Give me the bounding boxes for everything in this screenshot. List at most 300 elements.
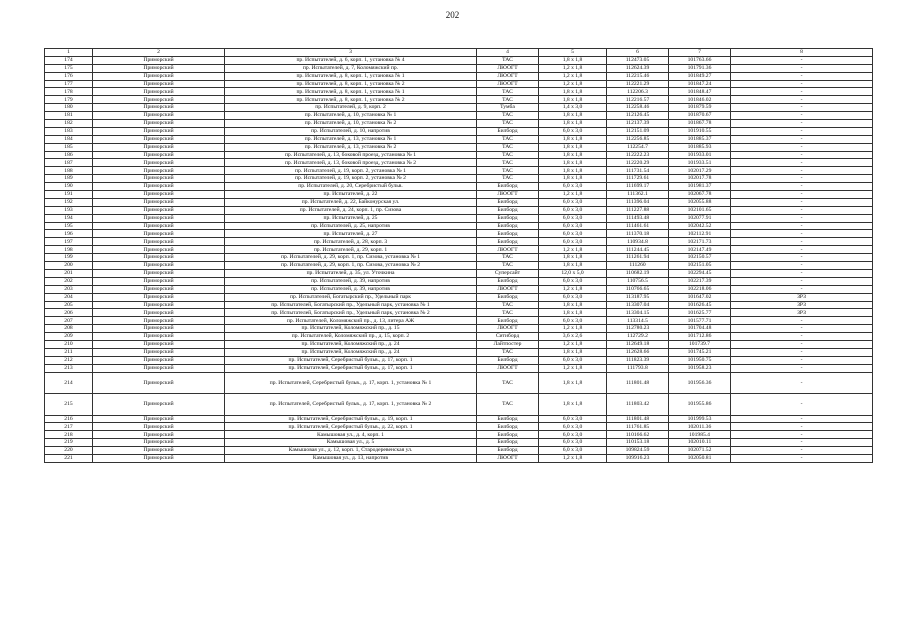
row-number-cell: 175 (45, 64, 93, 72)
coordinate-y-cell: 101626.45 (669, 301, 731, 309)
row-number-cell: 195 (45, 222, 93, 230)
address-cell: пр. Испытателей, д. 9, корп. 2 (225, 104, 477, 112)
zone-note-cell: - (731, 340, 873, 348)
size-cell: 1,8 x 1,8 (539, 301, 607, 309)
row-number-cell: 179 (45, 96, 93, 104)
district-cell: Приморский (93, 285, 225, 293)
coordinate-x-cell: 112649.18 (607, 340, 669, 348)
table-row (45, 198, 873, 206)
coordinate-y-cell: 102150.57 (669, 254, 731, 262)
zone-note-cell: - (731, 447, 873, 455)
table-row (45, 277, 873, 285)
zone-note-cell: - (731, 364, 873, 372)
size-cell: 12,0 x 5,0 (539, 269, 607, 277)
coordinate-x-cell: 112258.46 (607, 104, 669, 112)
coordinate-x-cell: 109916.23 (607, 454, 669, 462)
zone-note-cell: - (731, 127, 873, 135)
coordinate-x-cell: 111729.61 (607, 175, 669, 183)
size-cell: 1,8 x 1,8 (539, 112, 607, 120)
size-cell: 1,2 x 1,8 (539, 285, 607, 293)
construction-type-cell: ТАС (477, 151, 539, 159)
table-row (45, 447, 873, 455)
table-row (45, 88, 873, 96)
size-cell: 1,2 x 1,8 (539, 191, 607, 199)
address-cell: пр. Испытателей, д. 28, корп. 3 (225, 238, 477, 246)
zone-note-cell: - (731, 104, 873, 112)
address-cell: пр. Испытателей, д. 20, Серебристый бульв. (225, 183, 477, 191)
row-number-cell: 202 (45, 277, 93, 285)
zone-note-cell: - (731, 88, 873, 96)
table-row (45, 72, 873, 80)
district-cell: Приморский (93, 72, 225, 80)
coordinate-y-cell: 101879.59 (669, 104, 731, 112)
table-row (45, 183, 873, 191)
row-number-cell: 190 (45, 183, 93, 191)
row-number-cell: 206 (45, 309, 93, 317)
district-cell: Приморский (93, 222, 225, 230)
size-cell: 1,8 x 1,8 (539, 394, 607, 416)
size-cell: 1,8 x 1,8 (539, 88, 607, 96)
table-row (45, 333, 873, 341)
size-cell: 1,8 x 1,8 (539, 254, 607, 262)
district-cell: Приморский (93, 301, 225, 309)
coordinate-y-cell: 101933.01 (669, 151, 731, 159)
coordinate-x-cell: 112222.23 (607, 151, 669, 159)
row-number-cell: 210 (45, 340, 93, 348)
construction-type-cell: ТАС (477, 120, 539, 128)
table-row (45, 340, 873, 348)
row-number-cell: 219 (45, 439, 93, 447)
row-number-cell: 185 (45, 143, 93, 151)
coordinate-y-cell: 101846.02 (669, 96, 731, 104)
construction-type-cell: Билборд (477, 214, 539, 222)
construction-type-cell: Билборд (477, 447, 539, 455)
table-row (45, 454, 873, 462)
row-number-cell: 181 (45, 112, 93, 120)
zone-note-cell: - (731, 206, 873, 214)
district-cell: Приморский (93, 439, 225, 447)
coordinate-x-cell: 112137.39 (607, 120, 669, 128)
zone-note-cell: - (731, 431, 873, 439)
table-row (45, 269, 873, 277)
coordinate-x-cell: 110682.19 (607, 269, 669, 277)
coordinate-y-cell: 101739.7 (669, 340, 731, 348)
construction-type-cell: ТАС (477, 88, 539, 96)
address-cell: пр. Испытателей, д. 10, напротив (225, 127, 477, 135)
address-cell: пр. Испытателей, д. 25, напротив (225, 222, 477, 230)
col-header: 6 (607, 49, 669, 57)
coordinate-y-cell: 102071.52 (669, 447, 731, 455)
address-cell: пр. Испытателей, Богатырский пр., Удельный парк, установка № 1 (225, 301, 477, 309)
row-number-cell: 204 (45, 293, 93, 301)
address-cell: пр. Испытателей, Коломяжский пр., д. 24 (225, 340, 477, 348)
row-number-cell: 184 (45, 135, 93, 143)
coordinate-y-cell: 101985.4 (669, 431, 731, 439)
zone-note-cell: ЗРЗ (731, 301, 873, 309)
address-cell: пр. Испытателей, Серебристый бульв., д. 19, корп. 1 (225, 415, 477, 423)
col-header: 5 (539, 49, 607, 57)
construction-type-cell: ТАС (477, 254, 539, 262)
coordinate-x-cell: 111699.17 (607, 183, 669, 191)
coordinate-x-cell: 111803.42 (607, 394, 669, 416)
size-cell: 1,8 x 1,8 (539, 96, 607, 104)
construction-type-cell: Билборд (477, 238, 539, 246)
row-number-cell: 217 (45, 423, 93, 431)
size-cell: 1,2 x 1,8 (539, 364, 607, 372)
size-cell: 6,0 x 3,0 (539, 431, 607, 439)
coordinate-y-cell: 101910.55 (669, 127, 731, 135)
size-cell: 1,2 x 1,8 (539, 80, 607, 88)
zone-note-cell: - (731, 394, 873, 416)
table-row (45, 238, 873, 246)
size-cell: 6,0 x 3,0 (539, 238, 607, 246)
district-cell: Приморский (93, 80, 225, 88)
district-cell: Приморский (93, 56, 225, 64)
coordinate-x-cell: 113307.04 (607, 301, 669, 309)
table-row (45, 262, 873, 270)
size-cell: 1,8 x 1,8 (539, 167, 607, 175)
table-row (45, 394, 873, 416)
coordinate-y-cell: 102077.91 (669, 214, 731, 222)
coordinate-y-cell: 101647.02 (669, 293, 731, 301)
row-number-cell: 191 (45, 191, 93, 199)
district-cell: Приморский (93, 269, 225, 277)
table-row (45, 80, 873, 88)
address-cell: пр. Испытателей, д. 39, напротив (225, 277, 477, 285)
address-cell: пр. Испытателей, д. 19, корп. 2, установка № 2 (225, 175, 477, 183)
size-cell: 6,0 x 3,0 (539, 423, 607, 431)
row-number-cell: 180 (45, 104, 93, 112)
coordinate-y-cell: 101933.51 (669, 159, 731, 167)
table-row (45, 254, 873, 262)
address-cell: пр. Испытателей, д. 8, корп. 1, установка № 2 (225, 96, 477, 104)
zone-note-cell: - (731, 317, 873, 325)
district-cell: Приморский (93, 431, 225, 439)
zone-note-cell: - (731, 167, 873, 175)
district-cell: Приморский (93, 175, 225, 183)
coordinate-y-cell: 102067.78 (669, 191, 731, 199)
table-row (45, 285, 873, 293)
table-row (45, 135, 873, 143)
row-number-cell: 197 (45, 238, 93, 246)
construction-type-cell: ТАС (477, 96, 539, 104)
zone-note-cell: - (731, 230, 873, 238)
table-row (45, 191, 873, 199)
row-number-cell: 221 (45, 454, 93, 462)
zone-note-cell: - (731, 64, 873, 72)
table-row (45, 159, 873, 167)
coordinate-x-cell: 110756.5 (607, 277, 669, 285)
district-cell: Приморский (93, 348, 225, 356)
zone-note-cell: - (731, 151, 873, 159)
zone-note-cell: - (731, 96, 873, 104)
zone-note-cell: - (731, 80, 873, 88)
construction-type-cell: Билборд (477, 439, 539, 447)
coordinate-y-cell: 101849.27 (669, 72, 731, 80)
size-cell: 1,8 x 1,8 (539, 120, 607, 128)
row-number-cell: 196 (45, 230, 93, 238)
coordinate-x-cell: 112254.7 (607, 143, 669, 151)
construction-type-cell: ЛЮОГТ (477, 285, 539, 293)
zone-note-cell: - (731, 214, 873, 222)
zone-note-cell: - (731, 159, 873, 167)
page-number: 202 (445, 10, 460, 20)
row-number-cell: 187 (45, 159, 93, 167)
coordinate-y-cell: 101950.75 (669, 356, 731, 364)
coordinate-x-cell: 111244.45 (607, 246, 669, 254)
zone-note-cell: - (731, 112, 873, 120)
construction-type-cell: ТАС (477, 159, 539, 167)
table-row (45, 214, 873, 222)
zone-note-cell: - (731, 135, 873, 143)
address-cell: пр. Испытателей, д. 24, корп. 1, пр. Сизова (225, 206, 477, 214)
col-header: 7 (669, 49, 731, 57)
table-row (45, 356, 873, 364)
district-cell: Приморский (93, 277, 225, 285)
col-header: 8 (731, 49, 873, 57)
row-number-cell: 186 (45, 151, 93, 159)
row-number-cell: 194 (45, 214, 93, 222)
address-cell: Камышовая ул., д. 12, корп. 1, Стародеревенская ул. (225, 447, 477, 455)
col-header: 4 (477, 49, 539, 57)
address-cell: пр. Испытателей, д. 8, корп. 1, установка № 2 (225, 80, 477, 88)
table-row (45, 151, 873, 159)
district-cell: Приморский (93, 309, 225, 317)
row-number-cell: 189 (45, 175, 93, 183)
construction-type-cell: Билборд (477, 222, 539, 230)
table-row (45, 293, 873, 301)
row-number-cell: 178 (45, 88, 93, 96)
address-cell: пр. Испытателей, д. 8, корп. 1, установка № 1 (225, 72, 477, 80)
coordinate-y-cell: 101885.93 (669, 143, 731, 151)
size-cell: 6,0 x 3,0 (539, 415, 607, 423)
row-number-cell: 220 (45, 447, 93, 455)
coordinate-y-cell: 102050.81 (669, 454, 731, 462)
construction-type-cell: ЛЮОГТ (477, 454, 539, 462)
construction-type-cell: ЛЮОГТ (477, 64, 539, 72)
coordinate-y-cell: 102294.45 (669, 269, 731, 277)
address-cell: пр. Испытателей, д. 10, установка № 2 (225, 120, 477, 128)
col-header: 3 (225, 49, 477, 57)
construction-type-cell: ТАС (477, 56, 539, 64)
construction-type-cell: ЛЮОГТ (477, 191, 539, 199)
table-row (45, 206, 873, 214)
district-cell: Приморский (93, 238, 225, 246)
coordinate-x-cell: 112126.45 (607, 112, 669, 120)
row-number-cell: 177 (45, 80, 93, 88)
district-cell: Приморский (93, 454, 225, 462)
district-cell: Приморский (93, 254, 225, 262)
row-number-cell: 188 (45, 167, 93, 175)
coordinate-x-cell: 112628.66 (607, 348, 669, 356)
table-row (45, 372, 873, 394)
coordinate-y-cell: 101955.86 (669, 394, 731, 416)
col-header: 2 (93, 49, 225, 57)
row-number-cell: 218 (45, 431, 93, 439)
construction-type-cell: ЛЮОГТ (477, 246, 539, 254)
district-cell: Приморский (93, 325, 225, 333)
address-cell: пр. Испытателей, Коломяжский пр., д. 15, корп. 2 (225, 333, 477, 341)
table-row (45, 167, 873, 175)
district-cell: Приморский (93, 293, 225, 301)
coordinate-x-cell: 113314.5 (607, 317, 669, 325)
address-cell: пр. Испытателей, д. 13, установка № 2 (225, 143, 477, 151)
address-cell: пр. Испытателей, Коломяжский пр., д. 15 (225, 325, 477, 333)
coordinate-y-cell: 101712.86 (669, 333, 731, 341)
coordinate-x-cell: 111461.61 (607, 222, 669, 230)
size-cell: 3,6 x 2,6 (539, 333, 607, 341)
coordinate-y-cell: 101958.23 (669, 364, 731, 372)
district-cell: Приморский (93, 317, 225, 325)
address-cell: пр. Испытателей, Богатырский пр., Удельный парк (225, 293, 477, 301)
construction-type-cell: ЛЮОГТ (477, 325, 539, 333)
coordinate-x-cell: 111801.48 (607, 415, 669, 423)
construction-type-cell: ТАС (477, 167, 539, 175)
coordinate-x-cell: 111793.8 (607, 364, 669, 372)
construction-type-cell: ТАС (477, 143, 539, 151)
coordinate-y-cell: 102042.52 (669, 222, 731, 230)
district-cell: Приморский (93, 167, 225, 175)
address-cell: пр. Испытателей, д. 13, боковой проезд, установка № 2 (225, 159, 477, 167)
row-number-cell: 216 (45, 415, 93, 423)
coordinate-y-cell: 102055.88 (669, 198, 731, 206)
district-cell: Приморский (93, 64, 225, 72)
size-cell: 6,0 x 3,0 (539, 214, 607, 222)
row-number-cell: 201 (45, 269, 93, 277)
district-cell: Приморский (93, 246, 225, 254)
construction-type-cell: ТАС (477, 372, 539, 394)
coordinate-y-cell: 102017.29 (669, 167, 731, 175)
table-row (45, 423, 873, 431)
coordinate-y-cell: 102112.91 (669, 230, 731, 238)
address-cell: пр. Испытателей, д. 27 (225, 230, 477, 238)
zone-note-cell: - (731, 198, 873, 206)
coordinate-x-cell: 111801.48 (607, 372, 669, 394)
size-cell: 1,2 x 1,8 (539, 64, 607, 72)
size-cell: 1,4 x 3,0 (539, 104, 607, 112)
size-cell: 6,0 x 3,0 (539, 183, 607, 191)
address-cell: пр. Испытателей, д. 29, корп. 1, пр. Сизова, установка № 2 (225, 262, 477, 270)
coordinate-y-cell: 101791.36 (669, 64, 731, 72)
coordinate-x-cell: 112220.29 (607, 159, 669, 167)
table-row (45, 309, 873, 317)
size-cell: 1,2 x 1,8 (539, 340, 607, 348)
zone-note-cell: ЗРЗ (731, 293, 873, 301)
zone-note-cell: - (731, 277, 873, 285)
table-row (45, 230, 873, 238)
district-cell: Приморский (93, 143, 225, 151)
coordinate-x-cell: 110166.62 (607, 431, 669, 439)
district-cell: Приморский (93, 340, 225, 348)
size-cell: 1,2 x 1,8 (539, 325, 607, 333)
zone-note-cell: - (731, 56, 873, 64)
address-cell: пр. Испытателей, д. 39, напротив (225, 285, 477, 293)
district-cell: Приморский (93, 372, 225, 394)
coordinate-y-cell: 101577.71 (669, 317, 731, 325)
district-cell: Приморский (93, 356, 225, 364)
zone-note-cell: - (731, 423, 873, 431)
construction-type-cell: ЛЮОГТ (477, 364, 539, 372)
construction-type-cell: ЛЮОГТ (477, 80, 539, 88)
address-cell: пр. Испытателей, д. 13, установка № 1 (225, 135, 477, 143)
address-cell: пр. Испытателей, Серебристый бульв., д. 17, корп. 1, установка № 2 (225, 394, 477, 416)
construction-type-cell: Билборд (477, 317, 539, 325)
address-cell: пр. Испытателей, Серебристый бульв., д. 17, корп. 1 (225, 356, 477, 364)
row-number-cell: 192 (45, 198, 93, 206)
zone-note-cell: - (731, 191, 873, 199)
address-cell: пр. Испытателей, д. 10, установка № 1 (225, 112, 477, 120)
construction-type-cell: Билборд (477, 127, 539, 135)
table-row (45, 143, 873, 151)
construction-type-cell: ТАС (477, 309, 539, 317)
zone-note-cell: - (731, 238, 873, 246)
construction-type-cell: Суперсайт (477, 269, 539, 277)
size-cell: 1,8 x 1,8 (539, 262, 607, 270)
coordinate-x-cell: 113187.95 (607, 293, 669, 301)
zone-note-cell: - (731, 333, 873, 341)
district-cell: Приморский (93, 88, 225, 96)
coordinate-x-cell: 110766.65 (607, 285, 669, 293)
coordinate-y-cell: 102218.06 (669, 285, 731, 293)
construction-type-cell: Билборд (477, 431, 539, 439)
coordinate-y-cell: 101704.48 (669, 325, 731, 333)
district-cell: Приморский (93, 262, 225, 270)
coordinate-x-cell: 109824.59 (607, 447, 669, 455)
row-number-cell: 207 (45, 317, 93, 325)
size-cell: 6,0 x 3,0 (539, 222, 607, 230)
coordinate-y-cell: 102217.39 (669, 277, 731, 285)
zone-note-cell: ЗРЗ (731, 309, 873, 317)
address-cell: пр. Испытателей, д. 22 (225, 191, 477, 199)
construction-type-cell: Билборд (477, 415, 539, 423)
zone-note-cell: - (731, 262, 873, 270)
coordinate-x-cell: 111396.04 (607, 198, 669, 206)
coordinate-x-cell: 112216.57 (607, 96, 669, 104)
coordinate-x-cell: 111261.94 (607, 254, 669, 262)
zone-note-cell: - (731, 269, 873, 277)
construction-type-cell: Билборд (477, 206, 539, 214)
size-cell: 1,8 x 1,8 (539, 175, 607, 183)
row-number-cell: 209 (45, 333, 93, 341)
row-number-cell: 211 (45, 348, 93, 356)
coordinate-x-cell: 110153.18 (607, 439, 669, 447)
construction-type-cell: ТАС (477, 394, 539, 416)
district-cell: Приморский (93, 394, 225, 416)
row-number-cell: 183 (45, 127, 93, 135)
table-row (45, 301, 873, 309)
address-cell: пр. Испытателей, д. 13, боковой проезд, установка № 1 (225, 151, 477, 159)
district-cell: Приморский (93, 198, 225, 206)
zone-note-cell: - (731, 175, 873, 183)
zone-note-cell: - (731, 246, 873, 254)
coordinate-x-cell: 111370.18 (607, 230, 669, 238)
size-cell: 6,0 x 3,0 (539, 230, 607, 238)
size-cell: 1,2 x 1,8 (539, 246, 607, 254)
district-cell: Приморский (93, 127, 225, 135)
table-row (45, 175, 873, 183)
coordinate-x-cell: 112473.05 (607, 56, 669, 64)
district-cell: Приморский (93, 447, 225, 455)
coordinate-y-cell: 101999.53 (669, 415, 731, 423)
size-cell: 6,0 x 3,0 (539, 447, 607, 455)
coordinate-y-cell: 102101.65 (669, 206, 731, 214)
zone-note-cell: - (731, 415, 873, 423)
zone-note-cell: - (731, 72, 873, 80)
district-cell: Приморский (93, 206, 225, 214)
address-cell: пр. Испытателей, д. 29, корп. 1, пр. Сизова, установка № 1 (225, 254, 477, 262)
construction-type-cell: Билборд (477, 230, 539, 238)
table-row (45, 348, 873, 356)
